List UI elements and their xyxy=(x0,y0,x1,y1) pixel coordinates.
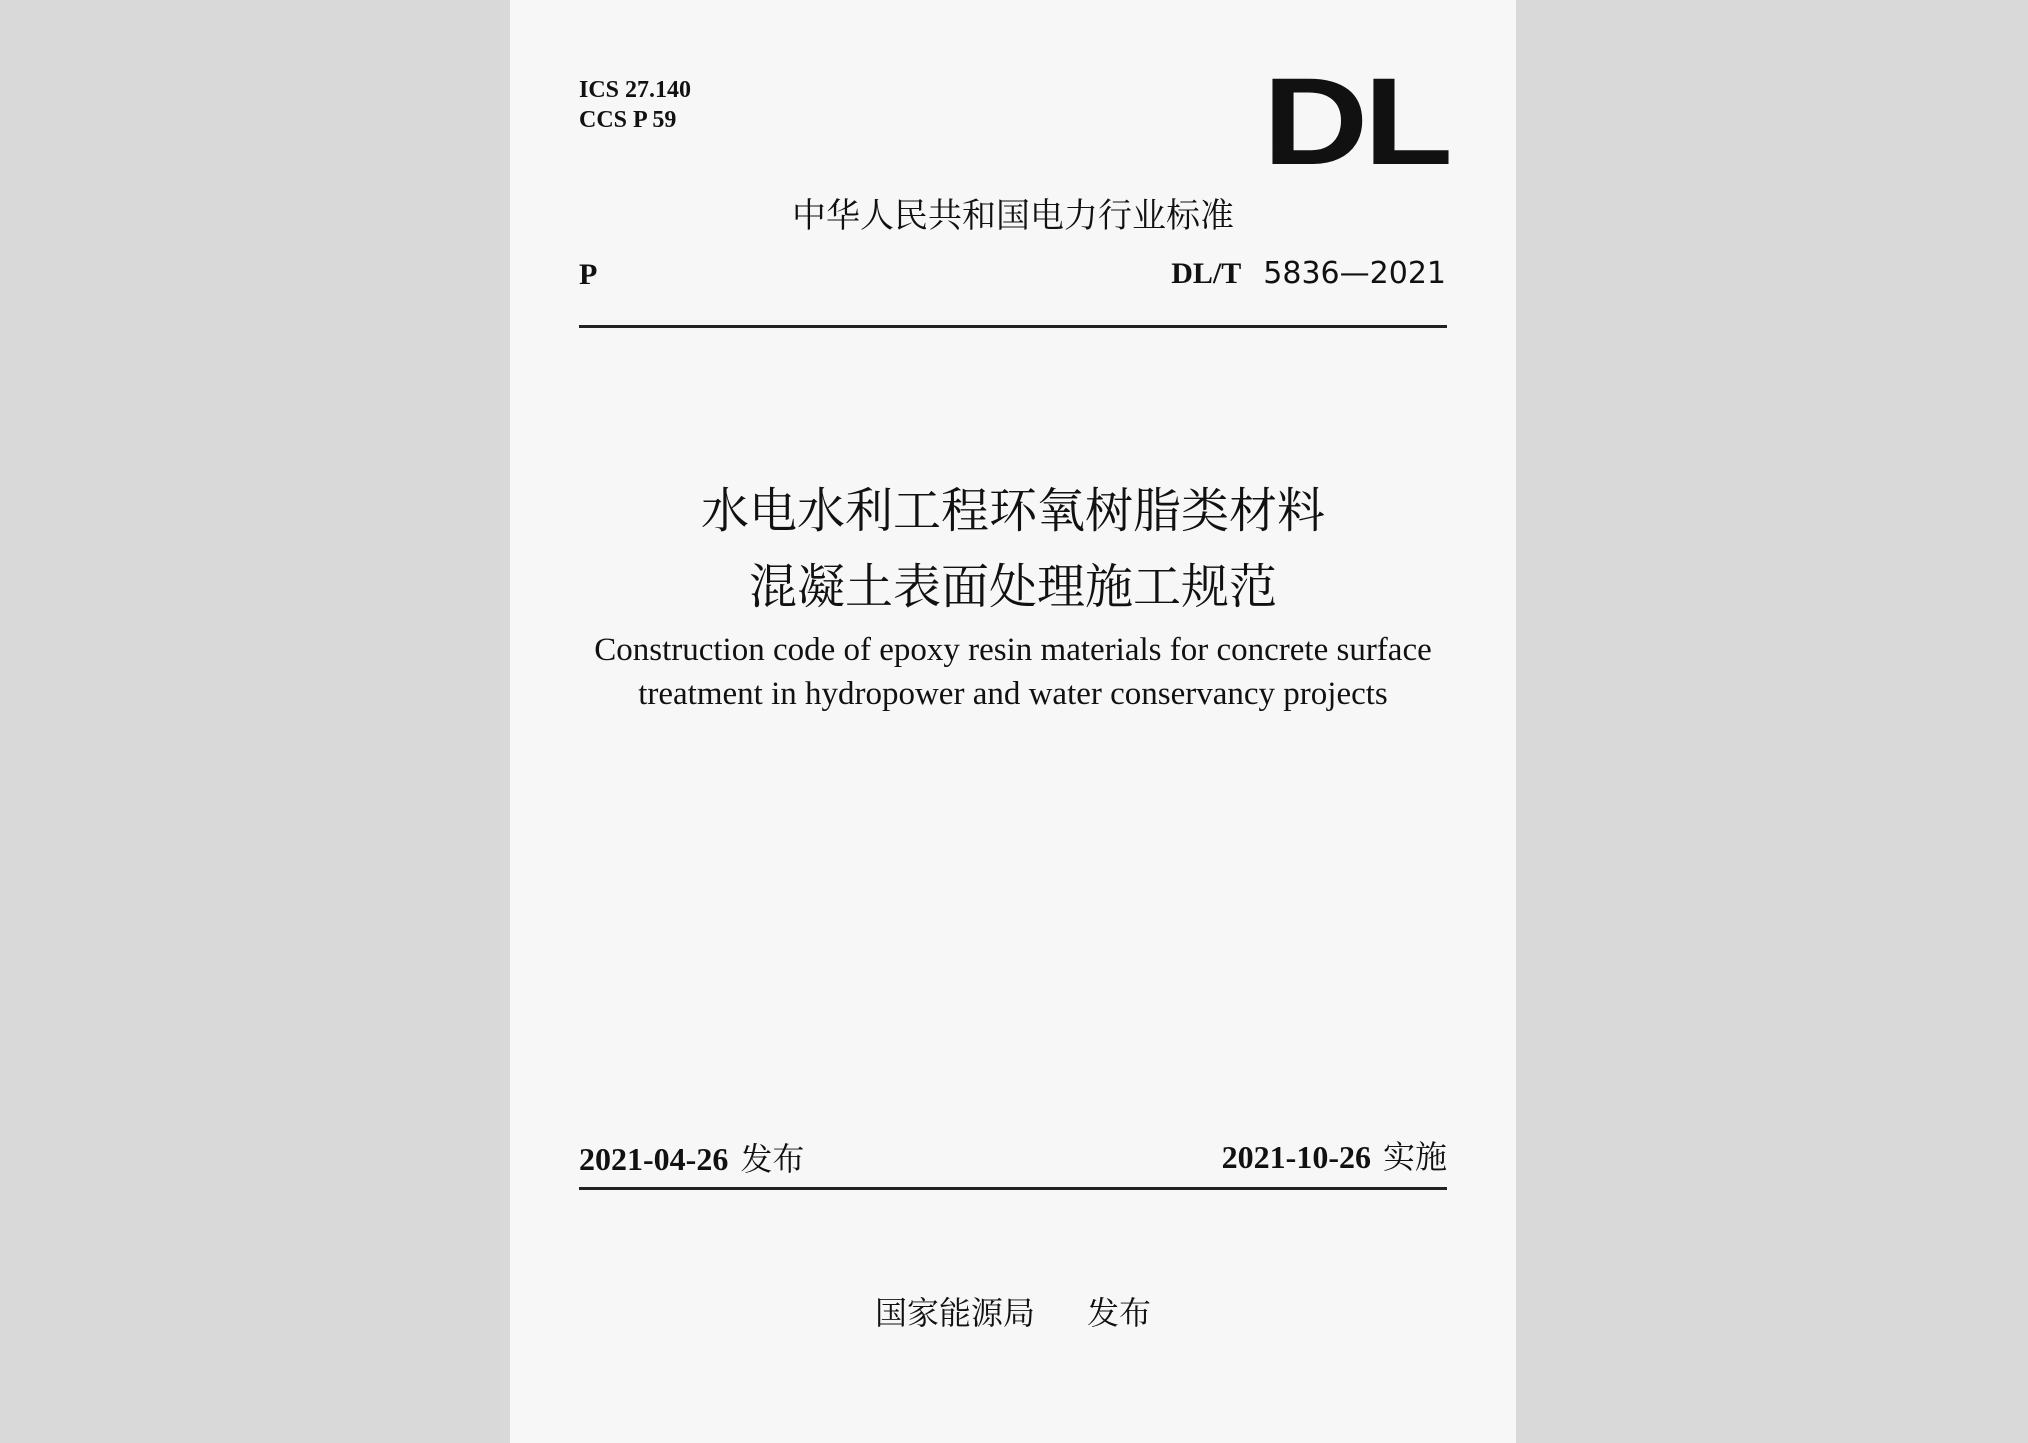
title-en-line2: treatment in hydropower and water conservancy projects xyxy=(638,676,1388,712)
implement-date: 2021-10-26 xyxy=(1221,1139,1371,1175)
issue-label: 发布 xyxy=(740,1140,805,1178)
issue-date: 2021-04-26 xyxy=(579,1141,729,1177)
title-zh-line2: 混凝土表面处理施工规范 xyxy=(748,559,1277,615)
implement-label: 实施 xyxy=(1382,1138,1447,1176)
standard-number-year: 5836—2021 xyxy=(1263,256,1446,291)
ics-code: ICS 27.140 xyxy=(579,77,692,103)
publisher xyxy=(510,1288,1516,1334)
title-en-line1: Construction code of epoxy resin materials for concrete surface xyxy=(594,632,1432,668)
dl-logo: DL xyxy=(1262,53,1448,191)
top-divider xyxy=(579,325,1447,328)
standard-code: DL/T xyxy=(1171,257,1242,290)
implement-date-block xyxy=(1222,1132,1447,1178)
issue-date-block xyxy=(579,1134,804,1180)
industry-standard-heading: 中华人民共和国电力行业标准 xyxy=(792,196,1234,236)
ccs-code: CCS P 59 xyxy=(579,107,677,133)
category-letter: P xyxy=(579,258,598,291)
bottom-divider xyxy=(579,1187,1447,1190)
title-zh-line1: 水电水利工程环氧树脂类材料 xyxy=(700,483,1325,539)
standard-number xyxy=(1171,256,1446,291)
publisher-name: 国家能源局 xyxy=(874,1294,1035,1332)
publisher-label: 发布 xyxy=(1087,1294,1152,1332)
standard-cover-page xyxy=(510,0,1516,1443)
